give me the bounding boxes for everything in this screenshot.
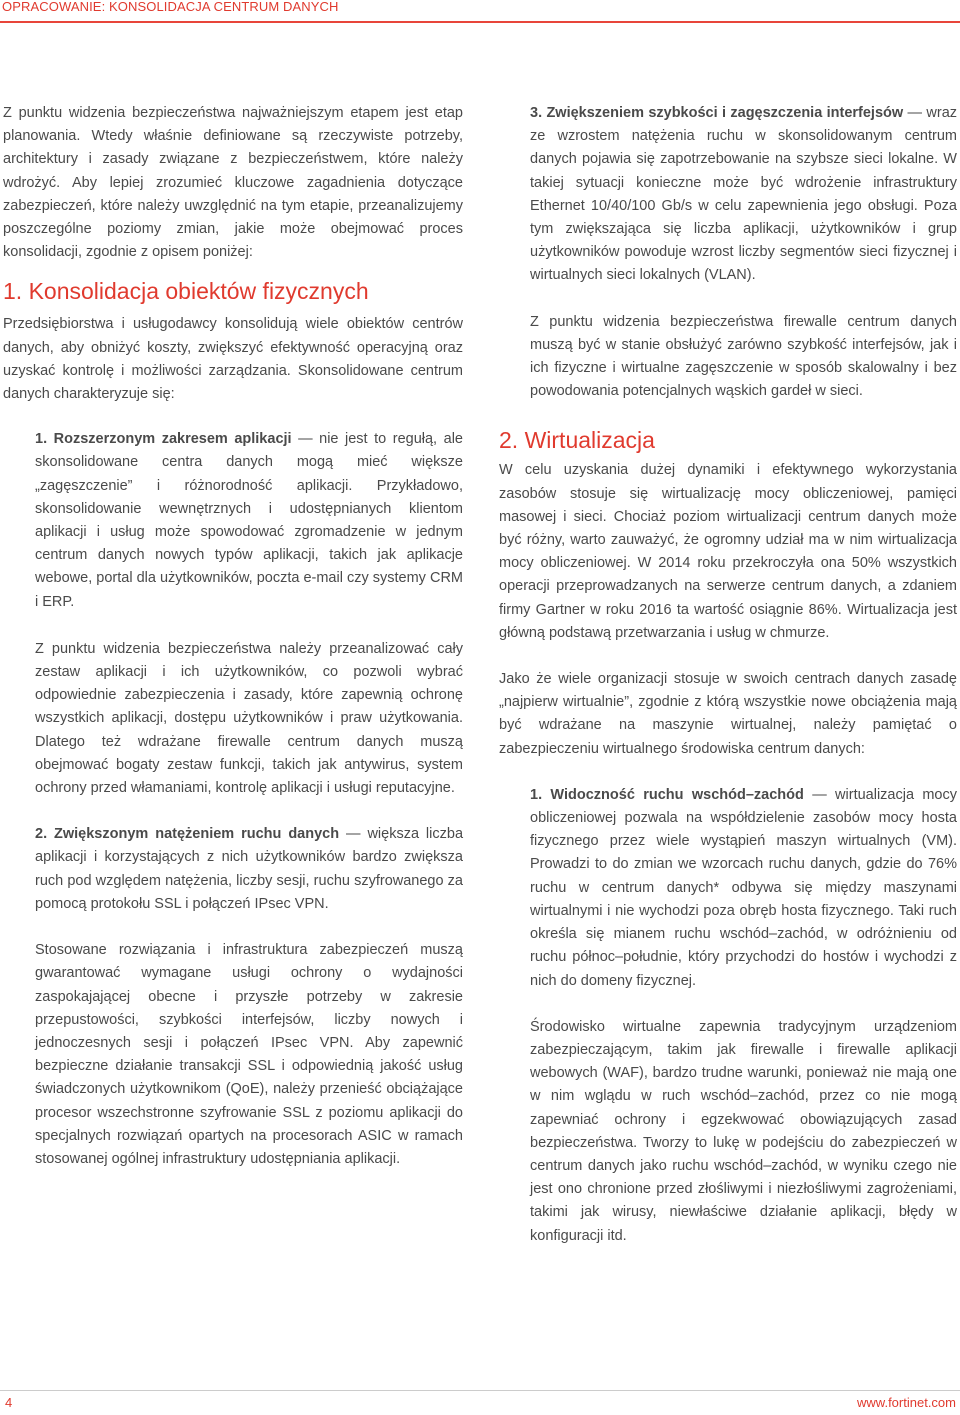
list-item-application-scope xyxy=(35,428,463,614)
list-item-lead: 3. Zwiększeniem szybkości i zagęszczenia interfejsów xyxy=(530,105,904,121)
virtualization-paragraph: W celu uzyskania dużej dynamiki i efektywnego wykorzystania zasobów stosuje się wirtualizację mocy obliczeniowej, pamięci masowej i sieci. Chociaż poziom wirtualizacji centrum danych może być różny, warto zauważyć, że ogromny udział ma w nim wirtualizacja mocy obliczeniowej. W 2014 roku przekroczyła ona 50% wszystkich operacji przeprowadzanych na serwerze centrum danych, a zdaniem firmy Gartner w roku 2016 ta wartość osiągnie 86%. Wirtualizacja jest główną podstawą przetwarzania i usług w chmurze. xyxy=(499,462,957,641)
list-item-text: — wraz ze wzrostem natężenia ruchu w skonsolidowanym centrum danych pojawia się zapotrzebowanie na szybsze sieci lokalne. W takiej sytuacji konieczne może być wdrożenie infrastruktury Ethernet 10/40/100 Gb/s w celu zapewnienia jego obsługi. Poza tym zwiększająca się liczba aplikacji, użytkowników i grup użytkowników powoduje wzrost liczby segmentów sieci fizycznej i wirtualnych sieci lokalnych (VLAN). xyxy=(530,105,958,284)
header-label: OPRACOWANIE: xyxy=(2,0,106,14)
list-item-text: — nie jest to regułą, ale skonsolidowane centra danych mogą mieć większe „zagęszczenie” i różnorodność aplikacji. Przykładowo, skonsolidowanie wewnętrznych i udostępnianych klientom aplikacji i usług może spowodować zgromadzenie w jednym centrum danych nowych typów aplikacji, takich jak aplikacje webowe, portal dla użytkowników, poczta e-mail czy systemy CRM i ERP. xyxy=(35,431,463,610)
list-item-east-west-visibility xyxy=(530,784,957,993)
intro-paragraph: Z punktu widzenia bezpieczeństwa najważniejszym etapem jest etap planowania. Wtedy właśnie definiowane są rzeczywiste potrzeby, architektury i zasady związane z bezpieczeństwem, które należy wdrożyć. Aby lepiej zrozumieć kluczowe zagadnienia dotyczące zabezpieczeń, które należy uwzględnić na tym etapie, przeanalizujemy poszczególne poziomy zmian, jakie może obejmować proces konsolidacji, zgodnie z opisem poniżej: xyxy=(3,105,463,261)
header-title xyxy=(2,0,339,14)
section-heading-physical-consolidation: 1. Konsolidacja obiektów fizycznych xyxy=(3,278,369,305)
website-link[interactable]: www.fortinet.com xyxy=(857,1395,956,1410)
footer-rule xyxy=(0,1390,960,1391)
security-analysis-paragraph: Z punktu widzenia bezpieczeństwa należy przeanalizować cały zestaw aplikacji i ich użytkowników, co pozwoli wybrać odpowiednie zabezpieczenia i zasady, które zapewnią ochronę wszystkich aplikacji, dostępu użytkowników i praw użytkowania. Dlatego też wdrażane firewalle centrum danych muszą obejmować bogaty zestaw funkcji, takich jak antywirus, system ochrony przed włamaniami, kontrolę aplikacji i usługi reputacyjne. xyxy=(35,640,463,797)
firewall-interfaces-paragraph: Z punktu widzenia bezpieczeństwa firewalle centrum danych muszą być w stanie obsłużyć zarówno szybkość interfejsów, jak i ich fizyczne i wirtualne zagęszczenie w sposób skalowalny i bez powodowania potencjalnych wąskich gardeł w sieci. xyxy=(530,313,957,400)
section-heading-virtualization: 2. Wirtualizacja xyxy=(499,427,655,454)
page-number: 4 xyxy=(5,1395,13,1410)
list-item-lead: 2. Zwiększonym natężeniem ruchu danych xyxy=(35,826,340,843)
left-column xyxy=(3,102,463,1171)
list-item-traffic-volume xyxy=(35,823,463,916)
list-item-text: — większa liczba aplikacji i korzystających z nich użytkowników bardzo zwiększa ruch pod względem natężenia, liczby sesji, ruchu szyfrowanego za pomocą protokołu SSL i połączeń IPsec VPN. xyxy=(35,826,464,912)
list-item-lead: 1. Widoczność ruchu wschód–zachód xyxy=(530,786,804,803)
virtual-first-paragraph: Jako że wiele organizacji stosuje w swoich centrach danych zasadę „najpierw wirtualnie”, zgodnie z którą wszystkie nowe obciążenia mają być wdrażane na maszynie wirtualnej, należy pamiętać o zabezpieczeniu wirtualnego środowiska centrum danych: xyxy=(499,671,957,757)
page-header xyxy=(0,0,960,22)
virtual-environment-paragraph: Środowisko wirtualne zapewnia tradycyjnym urządzeniom zabezpieczającym, takim jak firewalle i firewalle aplikacji webowych (WAF), bardzo trudne warunki, ponieważ nie mają one w nim wglądu w ruch wschód–zachód, przez co nie mogą zapewniać ochrony i egzekwować obowiązujących zasad bezpieczeństwa. Tworzy to lukę w podejściu do zabezpieczeń w centrum danych jako ruchu wschód–zachód, w wyniku czego nie jest ono chronione przed złośliwymi i niezłośliwymi zagrożeniami, takimi jak wirusy, niewłaściwe działanie aplikacji, błędy w konfiguracji itd. xyxy=(530,1018,957,1244)
right-column xyxy=(499,102,957,1248)
header-rule xyxy=(0,21,960,23)
header-document-title: KONSOLIDACJA CENTRUM DANYCH xyxy=(109,0,339,14)
list-item-lead: 1. Rozszerzonym zakresem aplikacji xyxy=(35,431,292,448)
physical-consolidation-paragraph: Przedsiębiorstwa i usługodawcy konsolidują wiele obiektów centrów danych, aby obniżyć koszty, zwiększyć efektywność operacyjną oraz uzyskać kontrolę i możliwości zarządzania. Skonsolidowane centrum danych charakteryzuje się: xyxy=(3,316,463,403)
security-infrastructure-paragraph: Stosowane rozwiązania i infrastruktura zabezpieczeń muszą gwarantować wymagane usługi ochrony o wydajności zaspokajającej obecne i przyszłe potrzeby w zakresie przepustowości, szybkości interfejsów, liczby nowych i jednoczesnych sesji i połączeń IPsec VPN. Aby zapewnić bezpieczne działanie transakcji SSL i odpowiednią jakość usług świadczonych użytkownikom (QoE), należy przenieść obciążające procesor wszechstronne szyfrowanie SSL z poziomu aplikacji do specjalnych rozwiązań opartych na procesorach ASIC w ramach stosowanej ogólnej infrastruktury udostępniania aplikacji. xyxy=(35,942,463,1167)
list-item-interface-speed xyxy=(530,102,957,288)
list-item-text: — wirtualizacja mocy obliczeniowej pozwala na współdzielenie zasobów mocy hosta fizycznego przez wiele wystąpień maszyn wirtualnych (VM). Prowadzi to do zmian we wzorcach ruchu danych, gdzie do 76% ruchu w centrum danych* odbywa się między maszynami wirtualnymi i nie wychodzi poza obręb hosta fizycznego. Taki ruch określa się mianem ruchu wschód–zachód, w odróżnieniu od ruchu północ–południe, który przychodzi do hostów i wychodzi z nich do domeny fizycznej. xyxy=(530,786,957,989)
